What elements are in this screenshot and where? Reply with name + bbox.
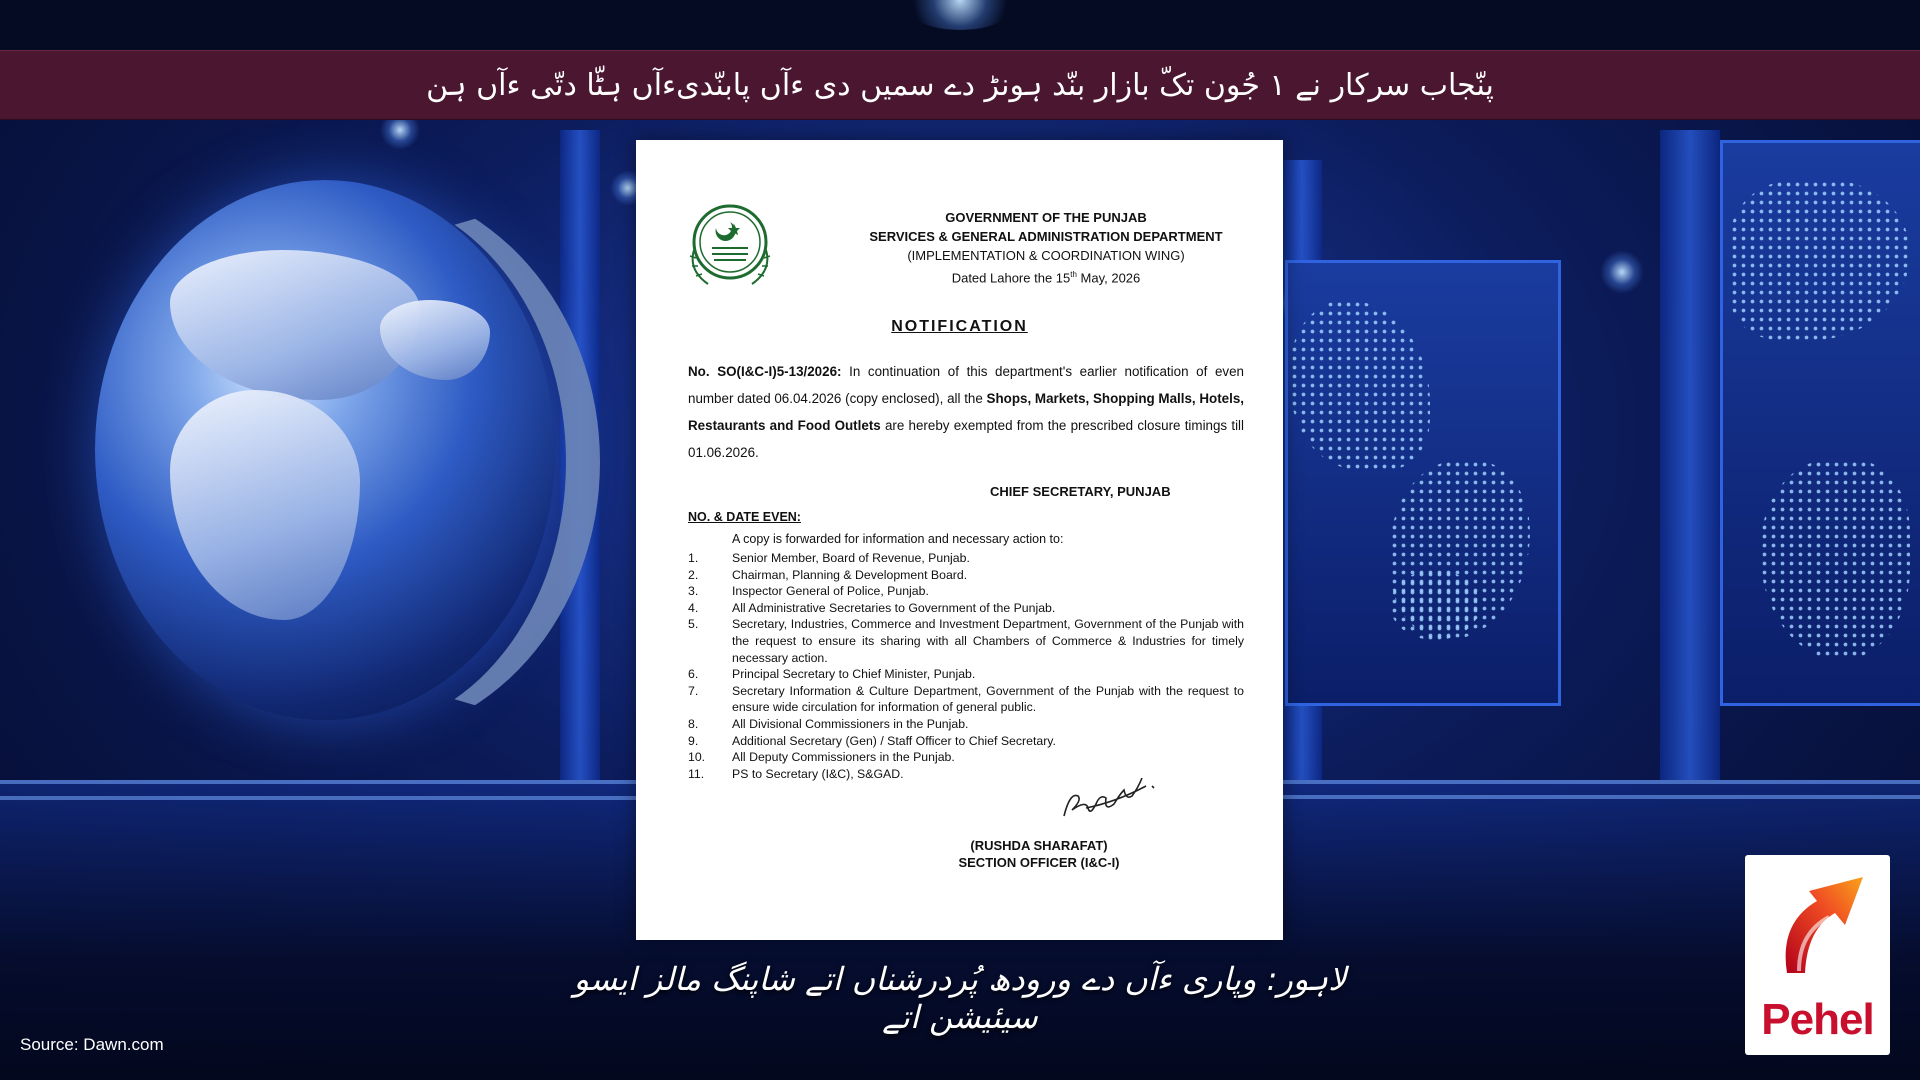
list-item-text: PS to Secretary (I&C), S&GAD. — [732, 766, 904, 781]
list-item-text: Inspector General of Police, Punjab. — [732, 584, 929, 599]
date-suffix-ordinal: th — [1070, 270, 1077, 279]
list-item — [688, 616, 1244, 666]
date-prefix: Dated Lahore the 15 — [951, 270, 1071, 286]
list-item — [688, 567, 1244, 584]
date-suffix: May, 2026 — [1076, 270, 1141, 286]
notification-title: NOTIFICATION — [891, 318, 1028, 335]
list-item-text: Principal Secretary to Chief Minister, Punjab. — [732, 667, 976, 682]
body-bold-list: Shops, Markets, Shopping Malls, Hotels, Restaurants and Food Outlets — [688, 391, 1245, 433]
notification-document — [636, 140, 1283, 940]
logo-wordmark: Pehel — [1761, 995, 1874, 1044]
list-item-text: Secretary Information & Culture Department, Government of the Punjab with the request to ensure wide circulation for information of general public. — [732, 683, 1244, 715]
list-item — [688, 683, 1244, 716]
section-officer-name: (RUSHDA SHARAFAT) — [970, 838, 1108, 853]
source-credit: Source: Dawn.com — [20, 1035, 164, 1054]
section-officer-title: SECTION OFFICER (I&C-I) — [958, 855, 1120, 870]
header-line-government: GOVERNMENT OF THE PUNJAB — [945, 210, 1147, 225]
header-line-department: SERVICES & GENERAL ADMINISTRATION DEPARTMENT — [869, 229, 1223, 244]
channel-logo — [1745, 855, 1890, 1055]
list-item-number: 10. — [688, 750, 706, 765]
world-map-dots — [1390, 570, 1480, 640]
header-line-wing: (IMPLEMENTATION & COORDINATION WING) — [907, 248, 1185, 263]
section-officer-block — [939, 837, 1139, 871]
headline-text: پنّجاب سرکار نے ۱ جُون تکّ بازار بنّد ہونڑ دے سمیں دی ءآں پابنّدیءآں ہٹّا دتّی ءآں ہن — [426, 67, 1494, 103]
stage-light — [1600, 250, 1644, 294]
pehel-arrow-logo-icon — [1759, 863, 1879, 983]
list-item — [688, 733, 1244, 750]
signer-title: CHIEF SECRETARY, PUNJAB — [990, 484, 1171, 499]
list-item-number: 8. — [688, 716, 699, 731]
list-item-text: All Divisional Commissioners in the Punjab. — [732, 716, 969, 731]
studio-pillar — [1660, 130, 1720, 780]
list-item-number: 11. — [688, 766, 705, 781]
document-header — [826, 208, 1266, 287]
list-item-text: All Deputy Commissioners in the Punjab. — [732, 750, 955, 765]
body-text-1: In continuation of this department's earlier notification of even number dated 06.04.2026 (copy enclosed), all the — [688, 364, 1244, 406]
list-item-number: 4. — [688, 600, 699, 615]
forward-line: A copy is forwarded for information and necessary action to: — [732, 532, 1064, 546]
notification-body — [688, 358, 1244, 466]
list-item — [688, 583, 1244, 600]
list-item-number: 2. — [688, 567, 699, 582]
list-item-text: Chairman, Planning & Development Board. — [732, 567, 968, 582]
list-item-number: 9. — [688, 733, 699, 748]
floor-step — [1280, 795, 1920, 799]
reference-number: No. SO(I&C-I)5-13/2026: — [688, 364, 842, 379]
list-item-text: Secretary, Industries, Commerce and Investment Department, Government of the Punjab with the request to ensure its sharing with all Chambers of Commerce & Industries for timely necessary action. — [732, 617, 1244, 665]
list-item-number: 6. — [688, 667, 699, 682]
header-date — [826, 265, 1266, 287]
list-item-text: Senior Member, Board of Revenue, Punjab. — [732, 551, 970, 565]
punjab-emblem-icon — [682, 198, 778, 290]
floor-step — [0, 796, 640, 800]
list-item — [688, 550, 1244, 567]
list-item-number: 1. — [688, 551, 699, 565]
list-item — [688, 749, 1244, 766]
list-item — [688, 600, 1244, 617]
no-date-label: NO. & DATE EVEN: — [688, 510, 801, 524]
list-item — [688, 666, 1244, 683]
list-item-text: All Administrative Secretaries to Government of the Punjab. — [732, 600, 1056, 615]
list-item — [688, 716, 1244, 733]
list-item-text: Additional Secretary (Gen) / Staff Officer to Chief Secretary. — [732, 733, 1056, 748]
headline-bar — [0, 50, 1920, 120]
list-item-number: 3. — [688, 584, 699, 599]
body-text-2: are hereby exempted from the prescribed closure timings till 01.06.2026. — [688, 418, 1244, 460]
handwritten-signature — [1056, 778, 1166, 826]
distribution-list — [688, 550, 1244, 782]
list-item-number: 5. — [688, 617, 699, 632]
list-item-number: 7. — [688, 683, 699, 698]
subtitle-ticker: لاہور: وپاری ءآں دے ورودھ پُردرشناں اتے شاپنگ مالز ایسو سیئیشن اتے — [573, 960, 1347, 1036]
